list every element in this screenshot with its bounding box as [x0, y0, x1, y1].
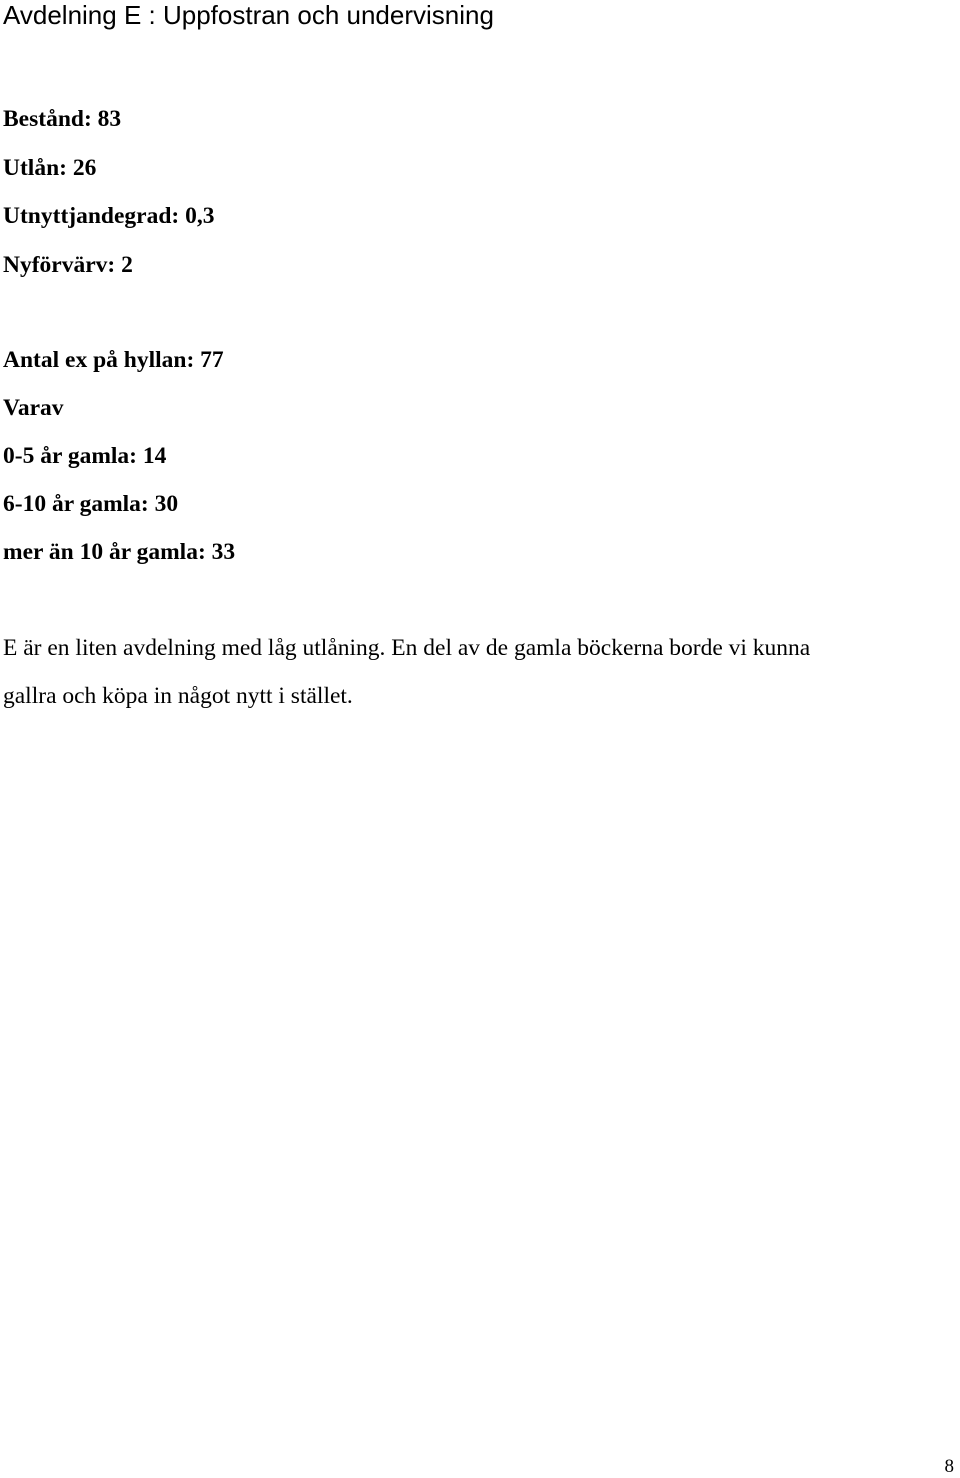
stat-utlan: Utlån: 26	[3, 155, 97, 181]
shelf-age-6-10: 6-10 år gamla: 30	[3, 491, 179, 517]
shelf-age-over-10: mer än 10 år gamla: 33	[3, 539, 236, 565]
shelf-age-0-5: 0-5 år gamla: 14	[3, 443, 167, 469]
comment-line-1: E är en liten avdelning med låg utlåning. En del av de gamla böckerna borde vi kunna	[3, 635, 811, 661]
stat-utnyttjandegrad: Utnyttjandegrad: 0,3	[3, 203, 215, 229]
page-title: Avdelning E : Uppfostran och undervisning	[3, 0, 494, 30]
stat-bestand: Bestånd: 83	[3, 106, 122, 132]
stat-nyforvarv: Nyförvärv: 2	[3, 252, 133, 278]
comment-line-2: gallra och köpa in något nytt i stället.	[3, 683, 353, 709]
page-number: 8	[944, 1456, 954, 1477]
shelf-count: Antal ex på hyllan: 77	[3, 347, 224, 373]
shelf-varav: Varav	[3, 395, 64, 421]
